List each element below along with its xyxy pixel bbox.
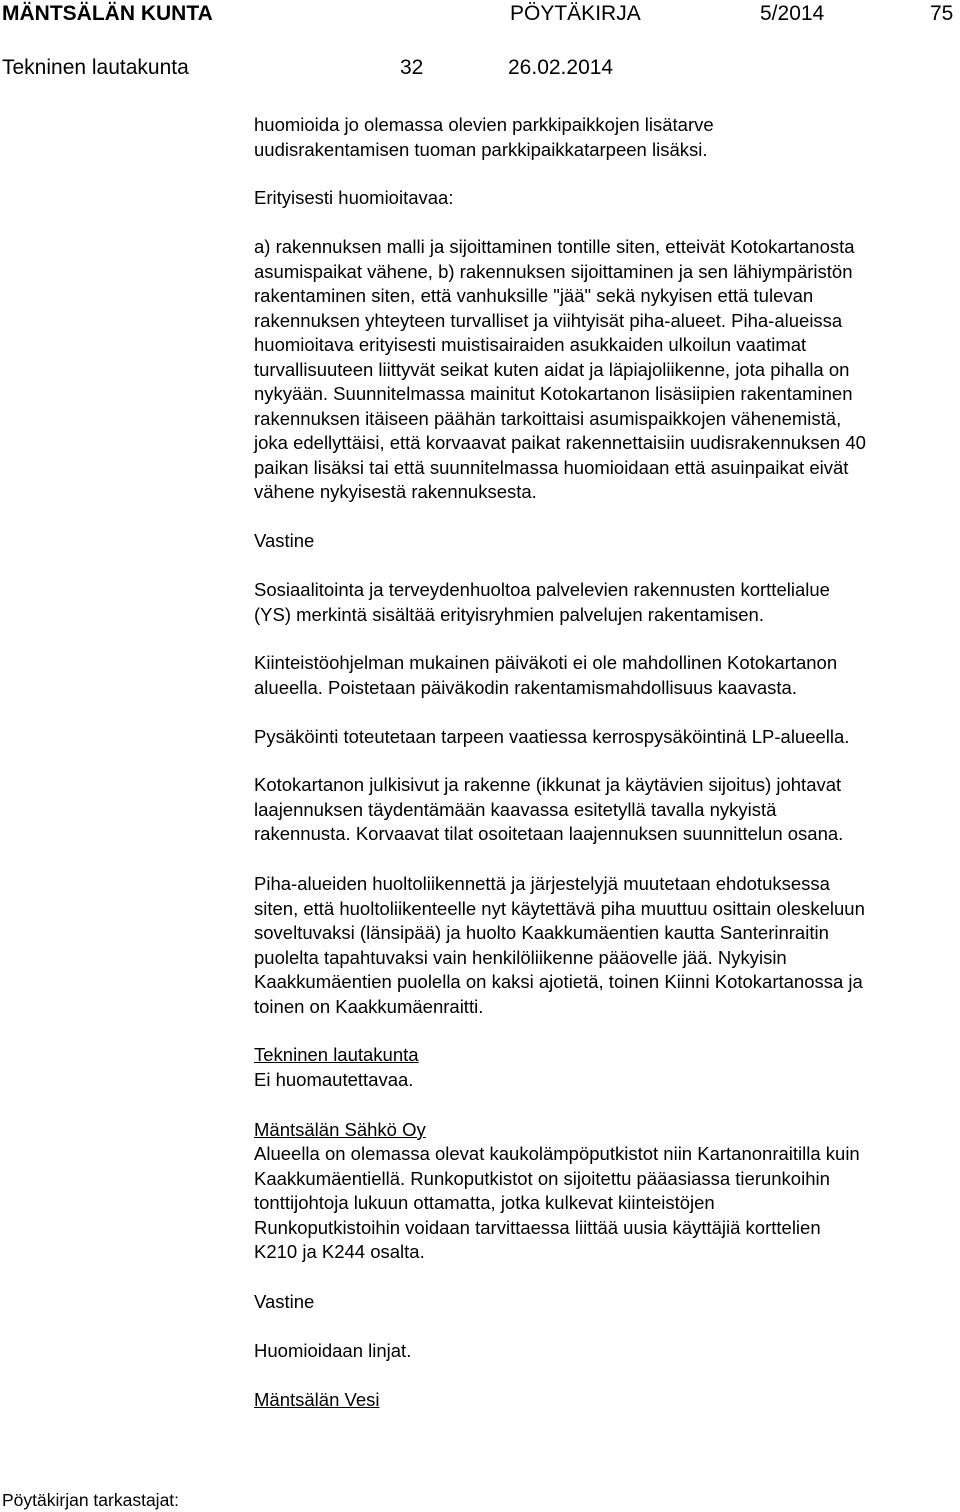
mantsalan-vesi-heading: Mäntsälän Vesi — [254, 1389, 380, 1410]
board-name: Tekninen lautakunta — [2, 56, 189, 79]
document-number: 5/2014 — [760, 2, 825, 25]
page-number: 75 — [930, 2, 954, 25]
vastine-heading-2: Vastine — [254, 1291, 315, 1312]
document-type: PÖYTÄKIRJA — [510, 2, 641, 25]
mantsalan-sahko-heading: Mäntsälän Sähkö Oy — [254, 1119, 426, 1140]
section-number: 32 — [400, 56, 424, 79]
tekninen-lautakunta-heading: Tekninen lautakunta — [254, 1044, 419, 1065]
special-heading: Erityisesti huomioitavaa: — [254, 187, 454, 208]
meeting-date: 26.02.2014 — [508, 56, 614, 79]
reviewers-label: Pöytäkirjan tarkastajat: — [2, 1490, 180, 1510]
vastine-heading: Vastine — [254, 530, 315, 551]
maintenance-traffic-paragraph: Piha-alueiden huoltoliikennettä ja järjestelyjä muutetaan ehdotuksessa siten, että huoltoliikenteelle nyt käytettävä piha muuttuu osittain oleskeluun soveltuvaksi (länsipää) ja huolto Kaakkumäentien kautta Santerinraitin puolelta tapahtuvaksi vain henkilöliikenne pääovelle jää. Nykyisin Kaakkumäentien puolella on kaksi ajotietä, toinen Kiinni Kotokartanossa ja toinen on Kaakkumäenraitti. — [254, 873, 865, 1017]
municipality-name: MÄNTSÄLÄN KUNTA — [2, 2, 213, 25]
lines-response: Huomioidaan linjat. — [254, 1340, 412, 1361]
daycare-paragraph: Kiinteistöohjelman mukainen päiväkoti ei ole mahdollinen Kotokartanon alueella. Poistetaan päiväkodin rakentamismahdollisuus kaavasta. — [254, 652, 838, 698]
mantsalan-sahko-statement: Alueella on olemassa olevat kaukolämpöputkistot niin Kartanonraitilla kuin Kaakkumäentiellä. Runkoputkistot on sijoitettu pääasiassa tierunkoihin tonttijohtoja lukuun ottamatta, jotka kulkevat kiinteistöjen Runkoputkistoihin voidaan tarvittaessa liittää uusia käyttäjiä korttelien K210 ja K244 osalta. — [254, 1143, 860, 1262]
ys-paragraph: Sosiaalitointa ja terveydenhuoltoa palvelevien rakennusten korttelialue (YS) merkintä sisältää erityisryhmien palvelujen rakentamisen. — [254, 579, 830, 625]
intro-paragraph: huomioida jo olemassa olevien parkkipaikkojen lisätarve uudisrakentamisen tuoman parkkipaikkatarpeen lisäksi. — [254, 114, 714, 160]
tekninen-lautakunta-statement: Ei huomautettavaa. — [254, 1069, 414, 1090]
parking-paragraph: Pysäköinti toteutetaan tarpeen vaatiessa kerrospysäköintinä LP-alueella. — [254, 726, 850, 747]
special-requirements-paragraph: a) rakennuksen malli ja sijoittaminen tontille siten, etteivät Kotokartanosta asumispaikat vähene, b) rakennuksen sijoittaminen ja sen lähiympäristön rakentaminen siten, että vanhuksille "jää" sekä nykyisen että tulevan rakennuksen yhteyteen turvalliset ja viihtyisät piha-alueet. Piha-alueissa huomioitava erityisesti muistisairaiden asukkaiden ulkoilun vaatimat turvallisuuteen liittyvät seikat kuten aidat ja läpiajoliikenne, jota pihalla on nykyään. Suunnitelmassa mainitut Kotokartanon lisäsiipien rakentaminen rakennuksen itäiseen päähän tarkoittaisi asumispaikkojen vähenemistä, joka edellyttäisi, että korvaavat paikat rakennettaisiin uudisrakennuksen 40 paikan lisäksi tai että suunnitelmassa huomioidaan että asuinpaikat eivät vähene nykyisestä rakennuksesta. — [254, 236, 866, 502]
facades-paragraph: Kotokartanon julkisivut ja rakenne (ikkunat ja käytävien sijoitus) johtavat laajennuksen täydentämään kaavassa esitetyllä tavalla nykyistä rakennusta. Korvaavat tilat osoitetaan laajennuksen suunnittelun osana. — [254, 774, 844, 844]
